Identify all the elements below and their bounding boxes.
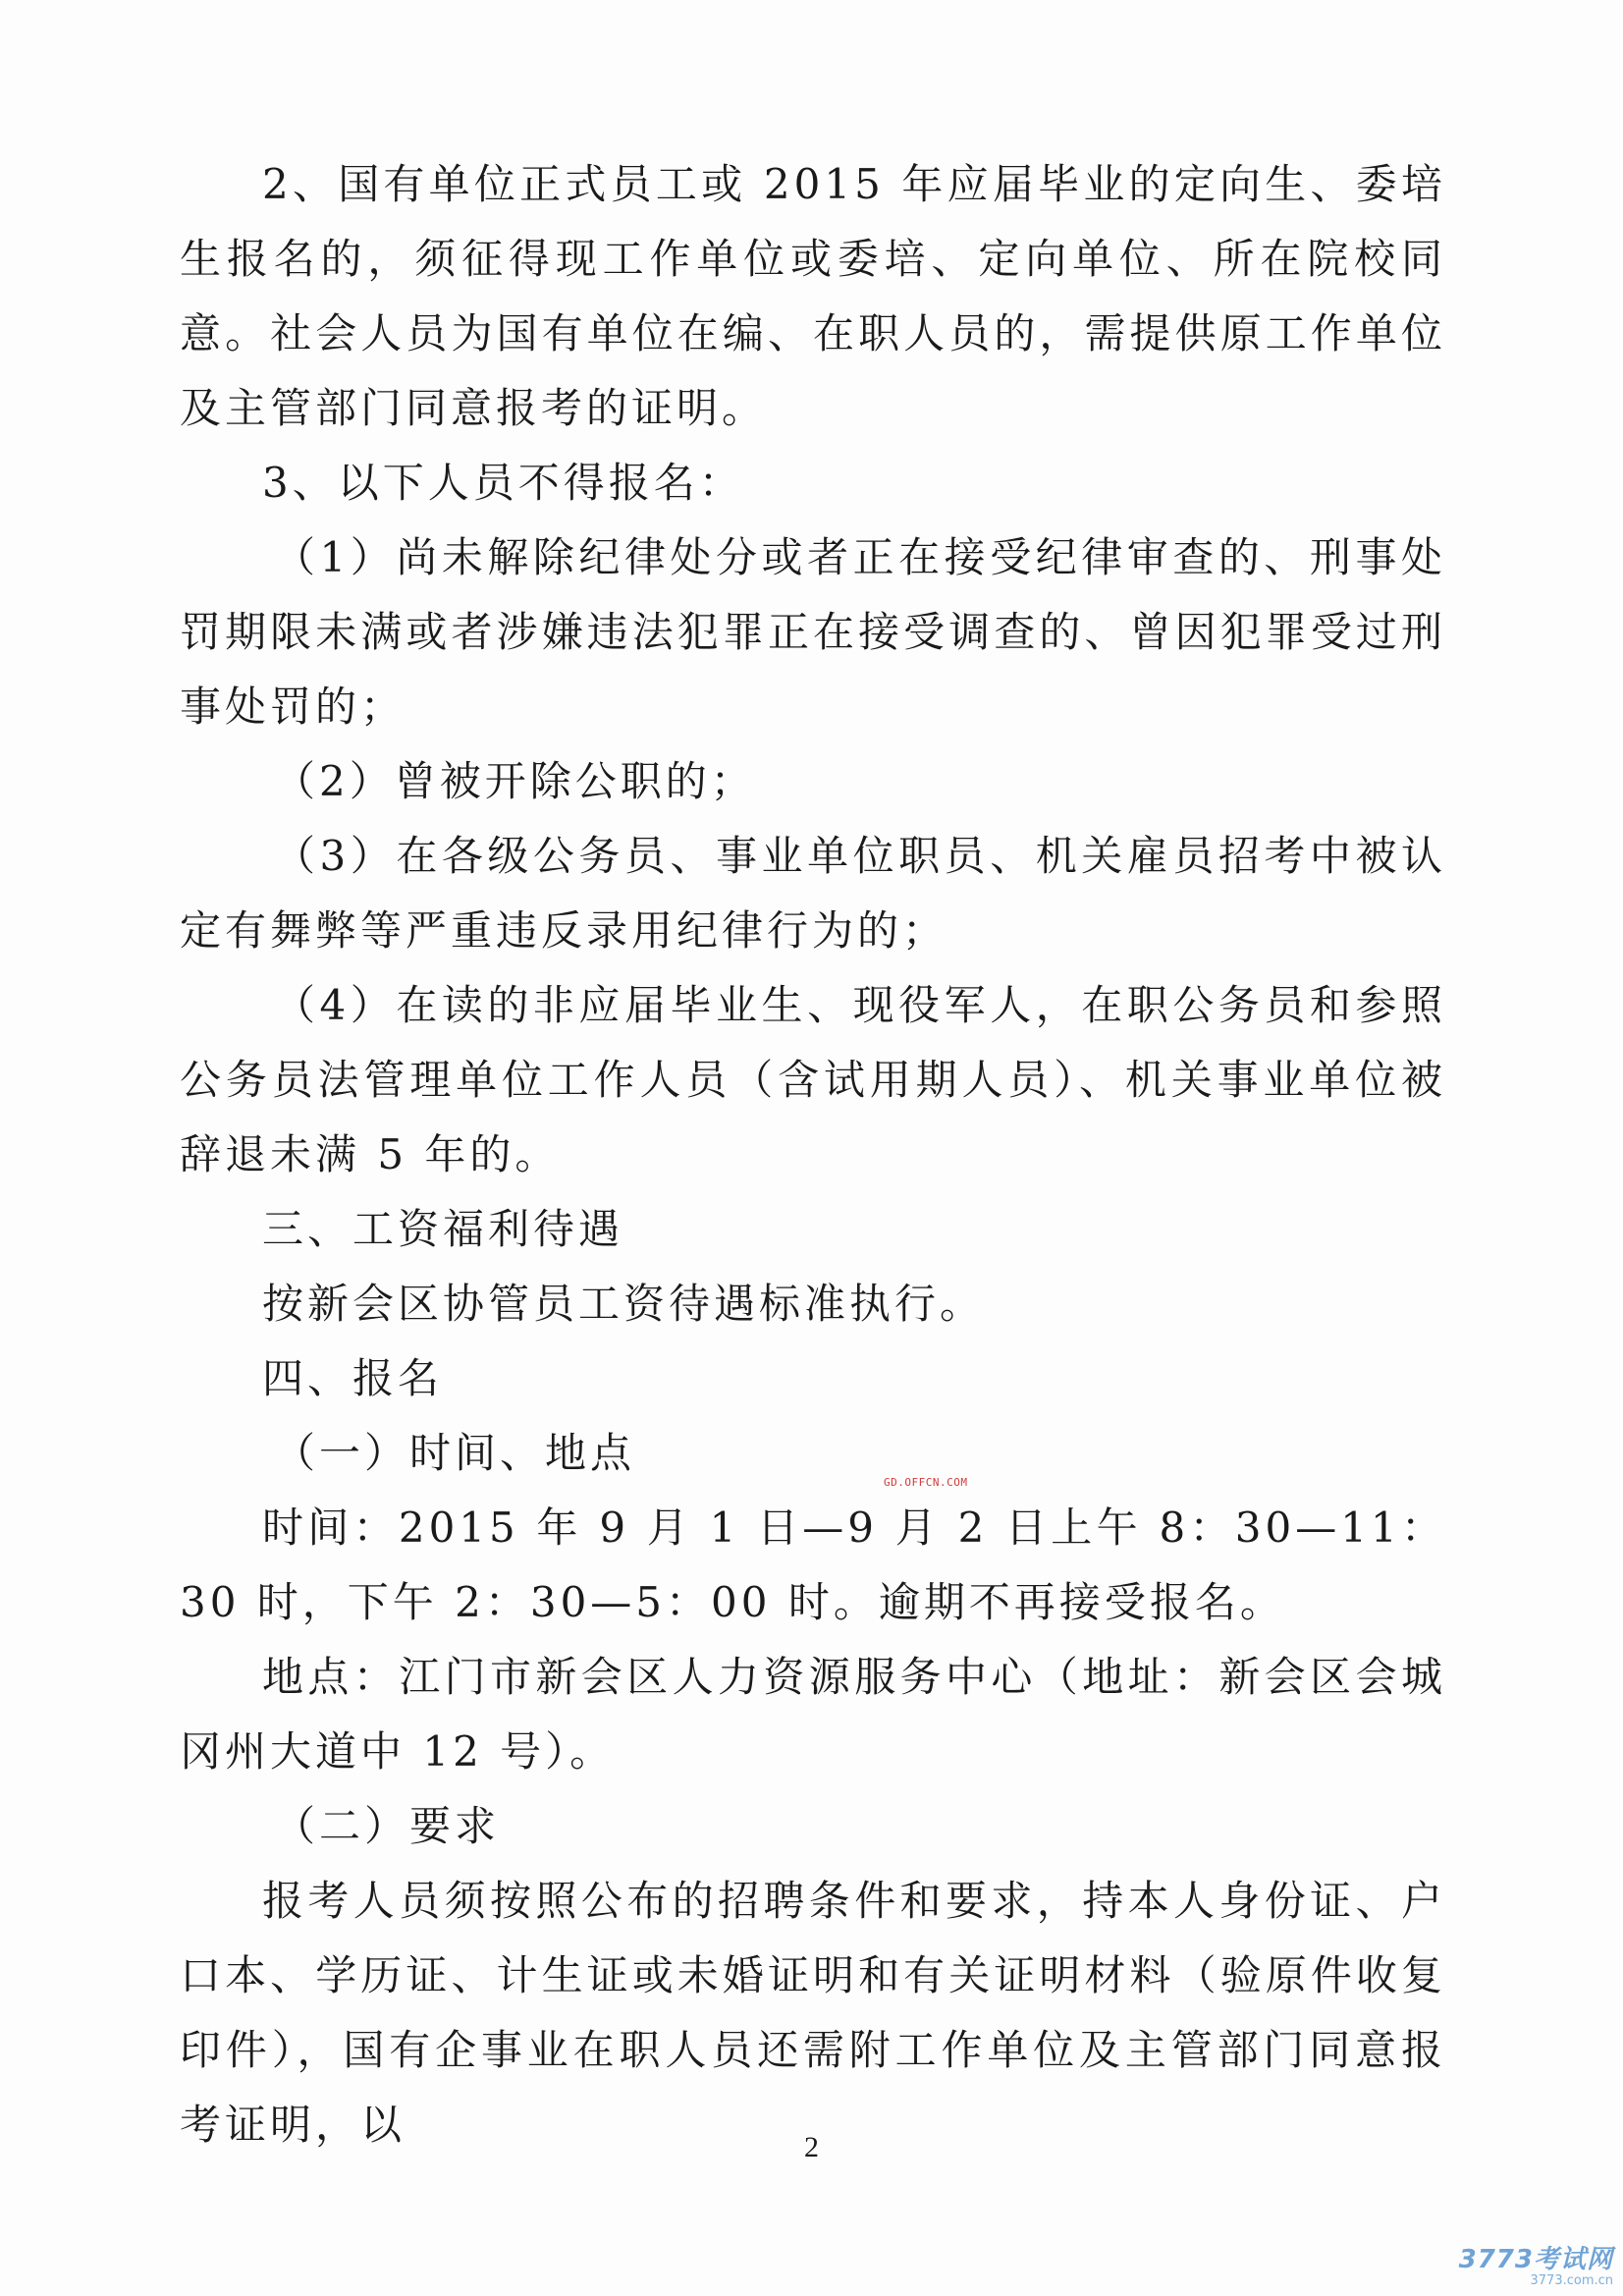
salary-text: 按新会区协管员工资待遇标准执行。: [262, 1280, 986, 1328]
page-number: 2: [804, 2131, 819, 2163]
exclusion-item-4: （4）在读的非应届毕业生、现役军人，在职公务员和参照公务员法管理单位工作人员（含试用期人员）、机关事业单位被辞退未满 5 年的。: [180, 981, 1446, 1178]
subheading-requirements: （二）要求: [274, 1802, 501, 1850]
site-logo: 3773考试网: [1458, 2245, 1613, 2274]
site-url: 3773.com.cn: [1530, 2273, 1613, 2288]
requirements-text: 报考人员须按照公布的招聘条件和要求，持本人身份证、户口本、学历证、计生证或未婚证明和有关证明材料（验原件收复印件），国有企事业在职人员还需附工作单位及主管部门同意报考证明，以: [180, 1877, 1446, 2149]
paragraph-item-3-exclusions: 3、以下人员不得报名：: [262, 459, 744, 507]
exclusion-item-2: （2）曾被开除公职的；: [274, 757, 756, 805]
document-body: [180, 147, 1446, 2162]
subheading-time-place: （一）时间、地点: [274, 1429, 636, 1477]
paragraph-item-2-requirement: 2、国有单位正式员工或 2015 年应届毕业的定向生、委培生报名的，须征得现工作单位或委培、定向单位、所在院校同意。社会人员为国有单位在编、在职人员的，需提供原工作单位及主管部门同意报考的证明。: [180, 160, 1446, 432]
site-watermark: [1459, 2239, 1613, 2288]
registration-time: 时间：2015 年 9 月 1 日—9 月 2 日上午 8：30—11：30 时，下午 2：30—5：00 时。逾期不再接受报名。: [180, 1503, 1446, 1626]
section-heading-salary: 三、工资福利待遇: [262, 1205, 624, 1253]
offcn-watermark: GD.OFFCN.COM: [884, 1476, 968, 1489]
section-heading-registration: 四、报名: [262, 1354, 444, 1402]
registration-place: 地点：江门市新会区人力资源服务中心（地址：新会区会城冈州大道中 12 号）。: [180, 1653, 1446, 1776]
exclusion-item-1: （1）尚未解除纪律处分或者正在接受纪律审查的、刑事处罚期限未满或者涉嫌违法犯罪正在接受调查的、曾因犯罪受过刑事处罚的；: [180, 533, 1446, 731]
exclusion-item-3: （3）在各级公务员、事业单位职员、机关雇员招考中被认定有舞弊等严重违反录用纪律行为的；: [180, 832, 1446, 955]
